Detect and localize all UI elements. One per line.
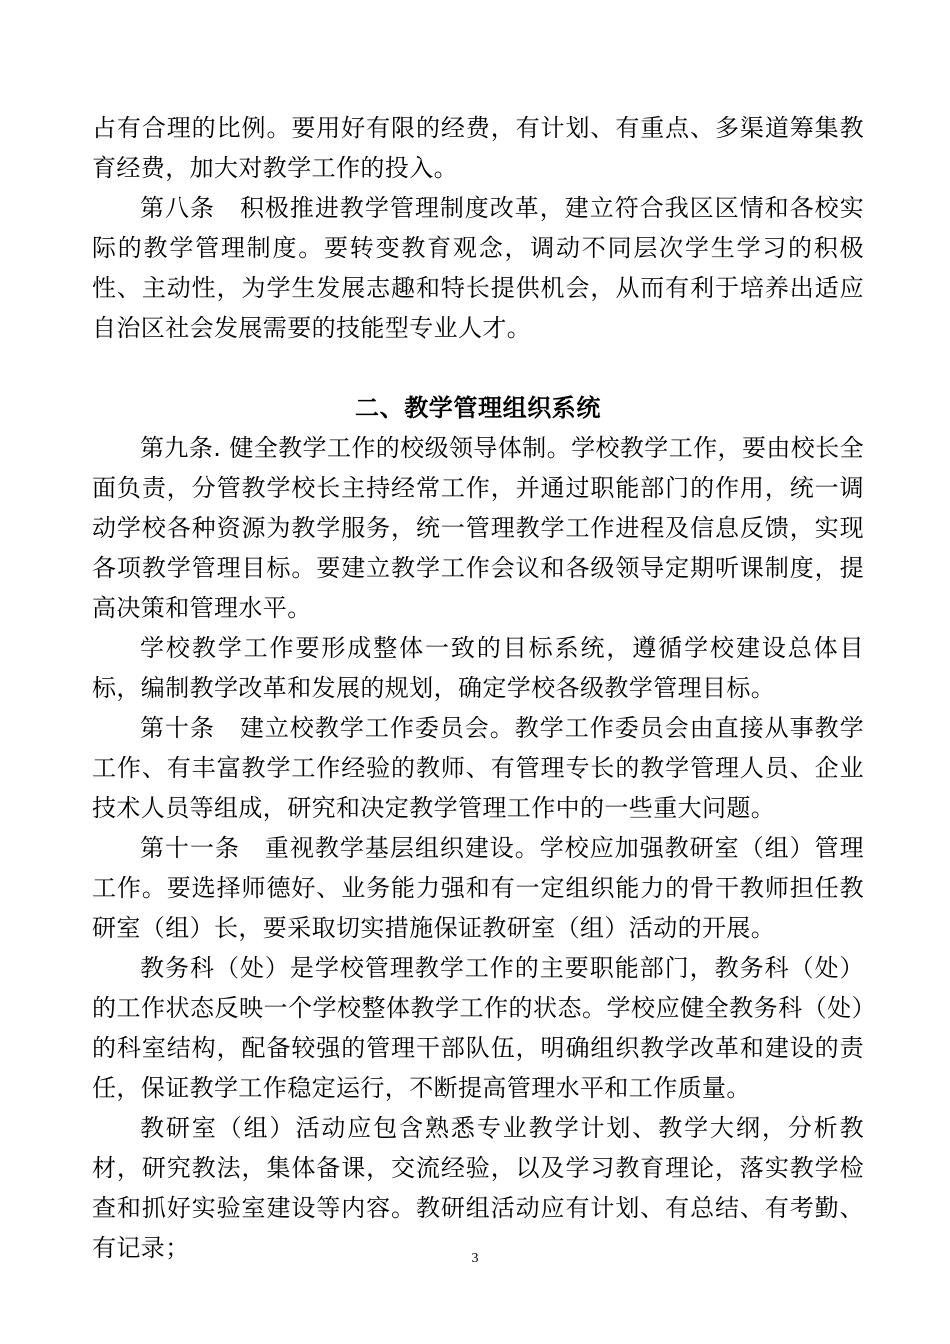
paragraph-article-8: 第八条 积极推进教学管理制度改革，建立符合我区区情和各校实际的教学管理制度。要转变教育观念，调动不同层次学生学习的积极性、主动性，为学生发展志趣和特长提供机会，从而有利于培养出适应自治区社会发展需要的技能型专业人才。 bbox=[92, 194, 864, 342]
section-heading: 二、教学管理组织系统 bbox=[355, 394, 601, 422]
paragraph-academic-affairs: 教务科（处）是学校管理教学工作的主要职能部门，教务科（处）的工作状态反映一个学校整体教学工作的状态。学校应健全教务科（处）的科室结构，配备较强的管理干部队伍，明确组织教学改革和建设的责任，保证教学工作稳定运行，不断提高管理水平和工作质量。 bbox=[92, 954, 864, 1102]
page-number: 3 bbox=[471, 1251, 479, 1266]
paragraph-article-10: 第十条 建立校教学工作委员会。教学工作委员会由直接从事教学工作、有丰富教学工作经验的教师、有管理专长的教学管理人员、企业技术人员等组成，研究和决定教学管理工作中的一些重大问题。 bbox=[92, 714, 864, 822]
paragraph-teaching-research: 教研室（组）活动应包含熟悉专业教学计划、教学大纲，分析教材，研究教法，集体备课，交流经验，以及学习教育理论，落实教学检查和抓好实验室建设等内容。教研组活动应有计划、有总结、有考勤、有记录； bbox=[92, 1114, 864, 1262]
paragraph-article-11: 第十一条 重视教学基层组织建设。学校应加强教研室（组）管理工作。要选择师德好、业务能力强和有一定组织能力的骨干教师担任教研室（组）长，要采取切实措施保证教研室（组）活动的开展。 bbox=[92, 834, 864, 942]
paragraph-article-9: 第九条. 健全教学工作的校级领导体制。学校教学工作，要由校长全面负责，分管教学校长主持经常工作，并通过职能部门的作用，统一调动学校各种资源为教学服务，统一管理教学工作进程及信息反馈，实现各项教学管理目标。要建立教学工作会议和各级领导定期听课制度，提高决策和管理水平。 bbox=[92, 434, 864, 622]
paragraph-goal-system: 学校教学工作要形成整体一致的目标系统，遵循学校建设总体目标，编制教学改革和发展的规划，确定学校各级教学管理目标。 bbox=[92, 634, 864, 702]
document-body bbox=[92, 108, 864, 1268]
paragraph-1: 占有合理的比例。要用好有限的经费，有计划、有重点、多渠道筹集教育经费，加大对教学工作的投入。 bbox=[92, 114, 864, 182]
